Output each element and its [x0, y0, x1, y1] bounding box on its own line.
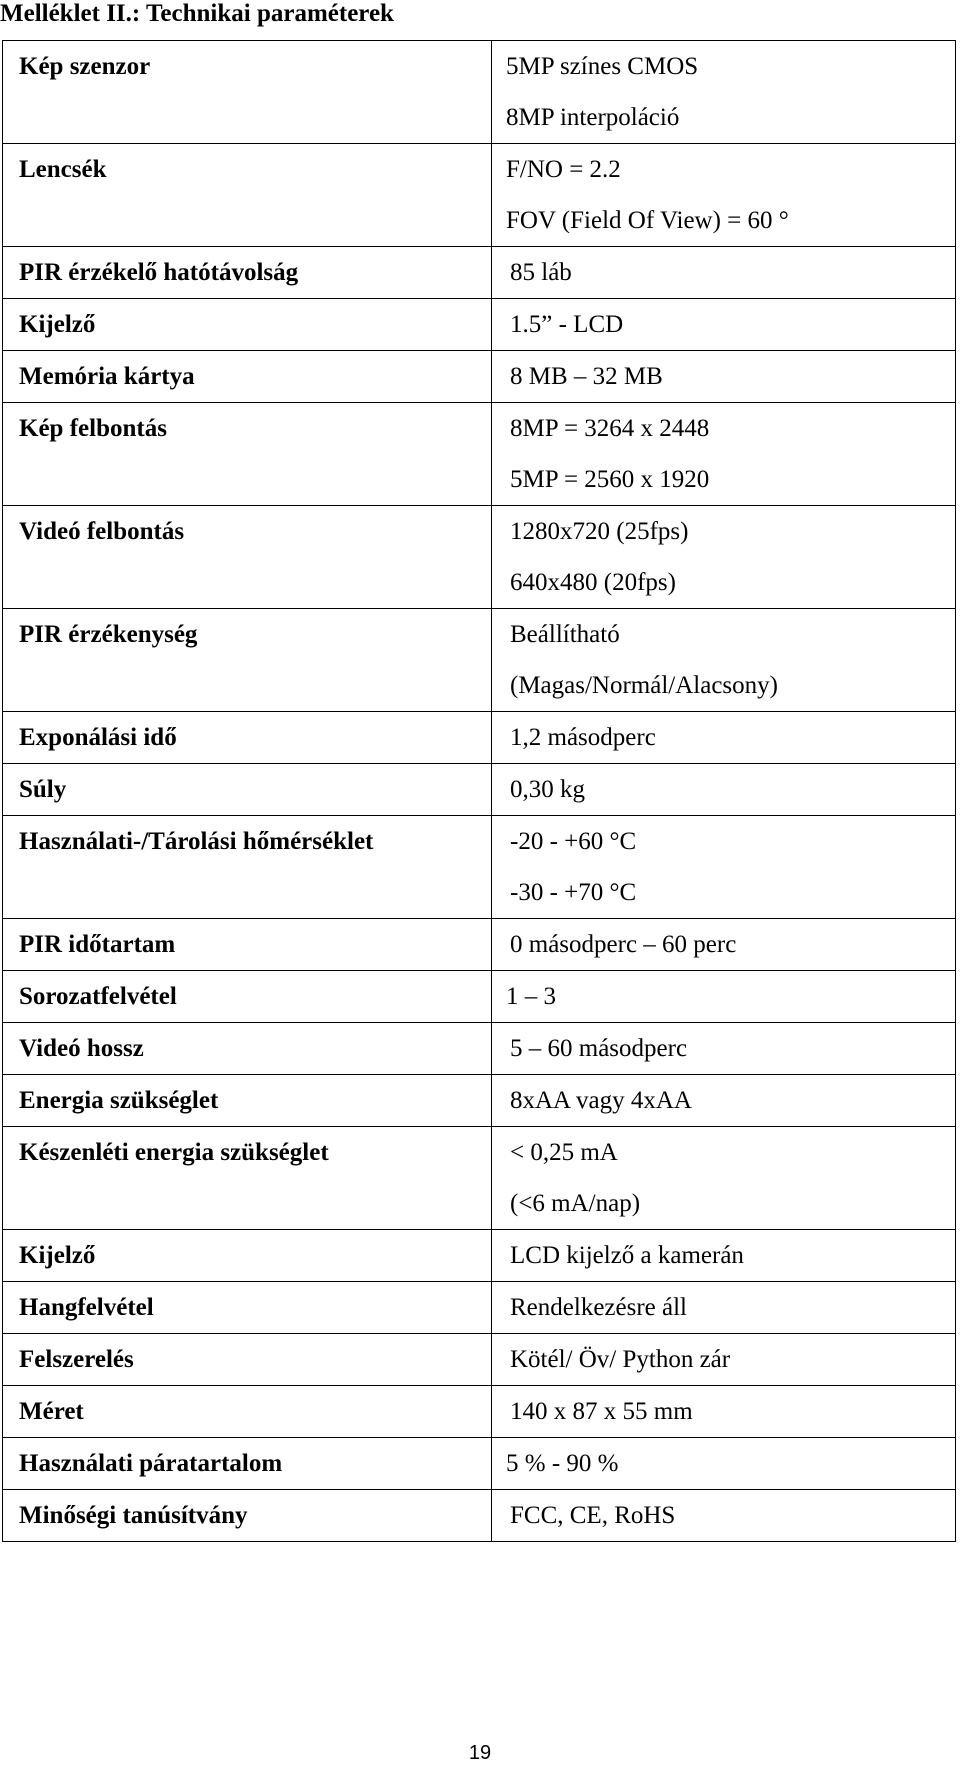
parameter-value-cell — [492, 299, 956, 351]
page-number: 19 — [468, 1742, 492, 1764]
parameter-name-cell — [3, 506, 492, 609]
parameter-name-cell — [3, 1075, 492, 1127]
parameter-value: 0,30 kg — [510, 776, 585, 803]
technical-parameters-table — [2, 40, 956, 1542]
parameter-value: -30 - +70 °C — [510, 879, 637, 906]
parameter-name: Felszerelés — [19, 1346, 134, 1373]
table-row — [3, 1386, 956, 1438]
parameter-value-cell — [492, 41, 956, 144]
parameter-value-cell — [492, 1490, 956, 1542]
parameter-name: Kijelző — [19, 311, 96, 338]
parameter-name: Használati páratartalom — [19, 1450, 283, 1477]
parameter-name: Kijelző — [19, 1242, 96, 1269]
table-row — [3, 712, 956, 764]
parameter-name-cell — [3, 712, 492, 764]
table-row — [3, 764, 956, 816]
table-row — [3, 1282, 956, 1334]
table-row — [3, 919, 956, 971]
table-row — [3, 816, 956, 919]
parameter-value-cell — [492, 1075, 956, 1127]
parameter-value: Beállítható — [510, 621, 620, 648]
table-row — [3, 506, 956, 609]
parameter-name: Készenléti energia szükséglet — [19, 1139, 329, 1166]
table-row — [3, 299, 956, 351]
parameter-value: 1 – 3 — [506, 983, 556, 1010]
parameter-value: 0 másodperc – 60 perc — [510, 931, 737, 958]
table-row — [3, 1075, 956, 1127]
parameter-name-cell — [3, 1127, 492, 1230]
parameter-name: Exponálási idő — [19, 724, 177, 751]
parameter-name-cell — [3, 1230, 492, 1282]
parameter-value-cell — [492, 919, 956, 971]
table-row — [3, 1127, 956, 1230]
parameter-value: Rendelkezésre áll — [510, 1294, 687, 1321]
table-row — [3, 351, 956, 403]
parameter-value: -20 - +60 °C — [510, 828, 637, 855]
parameter-value-cell — [492, 1023, 956, 1075]
parameter-name-cell — [3, 971, 492, 1023]
parameter-name-cell — [3, 1023, 492, 1075]
parameter-value-cell — [492, 144, 956, 247]
parameter-value-cell — [492, 1282, 956, 1334]
parameter-name-cell — [3, 299, 492, 351]
parameter-name: Energia szükséglet — [19, 1087, 219, 1114]
parameter-value: 5 – 60 másodperc — [510, 1035, 688, 1062]
parameter-name-cell — [3, 919, 492, 971]
table-row — [3, 41, 956, 144]
page-heading: Melléklet II.: Technikai paraméterek — [0, 0, 394, 27]
parameter-name: Sorozatfelvétel — [19, 983, 177, 1010]
table-row — [3, 1490, 956, 1542]
parameter-value-cell — [492, 1386, 956, 1438]
parameter-value: 8MP = 3264 x 2448 — [510, 415, 710, 442]
parameter-name-cell — [3, 144, 492, 247]
parameter-value-cell — [492, 609, 956, 712]
parameter-name-cell — [3, 1282, 492, 1334]
parameter-name-cell — [3, 351, 492, 403]
parameter-name: Lencsék — [19, 156, 107, 183]
parameter-value: FCC, CE, RoHS — [510, 1502, 676, 1529]
table-row — [3, 1023, 956, 1075]
parameter-name-cell — [3, 816, 492, 919]
table-row — [3, 609, 956, 712]
parameter-name: Minőségi tanúsítvány — [19, 1502, 248, 1529]
parameter-name: Memória kártya — [19, 363, 195, 390]
parameter-name-cell — [3, 764, 492, 816]
parameter-value: 5 % - 90 % — [506, 1450, 619, 1477]
parameter-value: 1.5” - LCD — [510, 311, 624, 338]
parameter-name: Videó felbontás — [19, 518, 185, 545]
parameter-value-cell — [492, 1334, 956, 1386]
parameter-name-cell — [3, 41, 492, 144]
table-row — [3, 1230, 956, 1282]
parameter-name: PIR érzékenység — [19, 621, 198, 648]
parameter-name: Kép felbontás — [19, 415, 167, 442]
parameter-name: PIR időtartam — [19, 931, 176, 958]
parameter-value-cell — [492, 712, 956, 764]
parameter-value: (Magas/Normál/Alacsony) — [510, 672, 778, 699]
parameter-value-cell — [492, 764, 956, 816]
parameter-value-cell — [492, 1127, 956, 1230]
parameter-value-cell — [492, 403, 956, 506]
table-row — [3, 971, 956, 1023]
parameter-value: 8xAA vagy 4xAA — [510, 1087, 692, 1114]
parameter-name-cell — [3, 1490, 492, 1542]
parameter-value: 5MP = 2560 x 1920 — [510, 466, 710, 493]
parameter-value: Kötél/ Öv/ Python zár — [510, 1346, 731, 1373]
parameter-value-cell — [492, 971, 956, 1023]
parameter-value: 1280x720 (25fps) — [510, 518, 689, 545]
parameter-value-cell — [492, 247, 956, 299]
parameter-name-cell — [3, 1438, 492, 1490]
parameter-value-cell — [492, 506, 956, 609]
parameter-value: LCD kijelző a kamerán — [510, 1242, 744, 1269]
parameter-value: 640x480 (20fps) — [510, 569, 676, 596]
parameter-name: Videó hossz — [19, 1035, 144, 1062]
parameter-value: 5MP színes CMOS — [506, 53, 699, 80]
parameter-value: 1,2 másodperc — [510, 724, 656, 751]
parameter-name-cell — [3, 1334, 492, 1386]
parameter-value-cell — [492, 1230, 956, 1282]
table-row — [3, 144, 956, 247]
table-row — [3, 403, 956, 506]
parameter-name-cell — [3, 247, 492, 299]
table-body — [3, 41, 956, 1542]
parameter-value-cell — [492, 351, 956, 403]
parameter-name: Használati-/Tárolási hőmérséklet — [19, 828, 374, 855]
parameter-name-cell — [3, 1386, 492, 1438]
parameter-value: 8 MB – 32 MB — [510, 363, 663, 390]
parameter-name: PIR érzékelő hatótávolság — [19, 259, 299, 286]
parameter-value: (<6 mA/nap) — [510, 1190, 641, 1217]
parameter-name: Méret — [19, 1398, 84, 1425]
parameter-name: Súly — [19, 776, 67, 803]
parameter-name-cell — [3, 609, 492, 712]
parameter-value: < 0,25 mA — [510, 1139, 618, 1166]
parameter-value-cell — [492, 1438, 956, 1490]
parameter-value: 140 x 87 x 55 mm — [510, 1398, 693, 1425]
parameter-value: 85 láb — [510, 259, 572, 286]
parameter-name: Kép szenzor — [19, 53, 151, 80]
parameter-value-cell — [492, 816, 956, 919]
parameter-name-cell — [3, 403, 492, 506]
table-row — [3, 247, 956, 299]
parameter-value: 8MP interpoláció — [506, 104, 680, 131]
parameter-value: FOV (Field Of View) = 60 ° — [506, 207, 789, 234]
parameter-name: Hangfelvétel — [19, 1294, 154, 1321]
table-row — [3, 1438, 956, 1490]
table-row — [3, 1334, 956, 1386]
parameter-value: F/NO = 2.2 — [506, 156, 621, 183]
